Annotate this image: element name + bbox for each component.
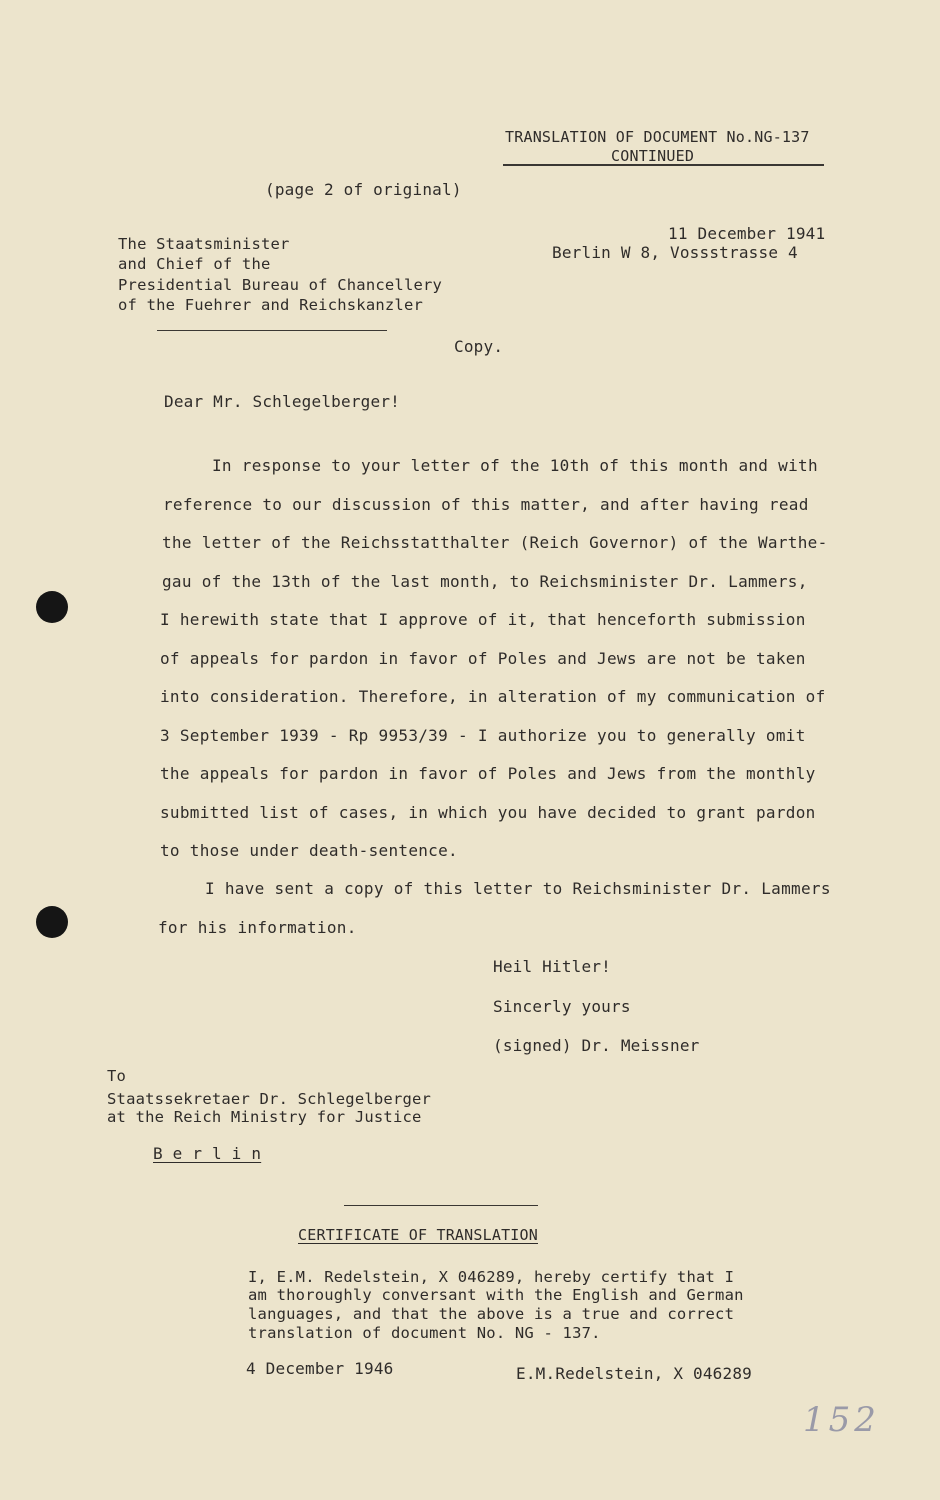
punch-hole-top — [36, 591, 68, 623]
body-line: the appeals for pardon in favor of Poles and Jews from the monthly — [160, 764, 816, 783]
body-line: 3 September 1939 - Rp 9953/39 - I authorize you to generally omit — [160, 725, 806, 745]
copy-label: Copy. — [454, 337, 504, 356]
certificate-signer: E.M.Redelstein, X 046289 — [516, 1364, 752, 1383]
closing-signature: (signed) Dr. Meissner — [493, 1036, 700, 1055]
punch-hole-bottom — [36, 906, 68, 938]
body-line: submitted list of cases, in which you have decided to grant pardon — [160, 802, 816, 822]
body-line: of appeals for pardon in favor of Poles and Jews are not be taken — [160, 648, 806, 668]
recipient-line-1: To — [107, 1067, 127, 1085]
letter-place: Berlin W 8, Vossstrasse 4 — [552, 243, 798, 262]
page-note: (page 2 of original) — [265, 180, 462, 199]
body-paragraph-2 — [158, 870, 831, 947]
certificate-title: CERTIFICATE OF TRANSLATION — [298, 1226, 538, 1244]
certificate-line-1: I, E.M. Redelstein, X 046289, hereby certify that I — [248, 1268, 735, 1286]
body-line: to those under death-sentence. — [160, 841, 458, 860]
body-line: gau of the 13th of the last month, to Reichsminister Dr. Lammers, — [162, 571, 808, 591]
body-line: the letter of the Reichsstatthalter (Reich Governor) of the Warthe- — [162, 533, 828, 552]
certificate-line-2: am thoroughly conversant with the English and German — [248, 1286, 744, 1304]
sender-underline — [157, 330, 387, 331]
certificate-separator — [344, 1205, 538, 1206]
translation-title: TRANSLATION OF DOCUMENT No.NG-137 — [505, 128, 810, 146]
sender-line-3: Presidential Bureau of Chancellery — [118, 276, 443, 294]
sender-line-4: of the Fuehrer and Reichskanzler — [118, 296, 424, 314]
header-underline — [503, 164, 824, 166]
continued-label: CONTINUED — [611, 147, 695, 165]
sender-line-1: The Staatsminister — [118, 235, 290, 253]
recipient-city: B e r l i n — [153, 1144, 262, 1163]
body-line: I herewith state that I approve of it, that henceforth submission — [160, 610, 806, 629]
certificate-date: 4 December 1946 — [246, 1359, 394, 1378]
closing-greeting: Heil Hitler! — [493, 957, 611, 976]
body-line: into consideration. Therefore, in alteration of my communication of — [160, 687, 826, 706]
page-number: 152 — [803, 1400, 880, 1440]
body-line: In response to your letter of the 10th of this month and with — [212, 456, 818, 475]
body-line: I have sent a copy of this letter to Reichsminister Dr. Lammers — [205, 879, 831, 898]
body-line: reference to our discussion of this matter, and after having read — [163, 494, 809, 514]
recipient-line-3: at the Reich Ministry for Justice — [107, 1108, 422, 1126]
letter-date: 11 December 1941 — [668, 224, 826, 243]
closing-sign-off: Sincerly yours — [493, 997, 631, 1016]
body-paragraph-1 — [160, 447, 828, 871]
salutation: Dear Mr. Schlegelberger! — [164, 392, 400, 411]
certificate-line-4: translation of document No. NG - 137. — [248, 1324, 601, 1342]
certificate-line-3: languages, and that the above is a true and correct — [248, 1305, 735, 1323]
sender-line-2: and Chief of the — [118, 255, 271, 273]
body-line: for his information. — [158, 917, 357, 937]
recipient-line-2: Staatssekretaer Dr. Schlegelberger — [107, 1090, 432, 1108]
